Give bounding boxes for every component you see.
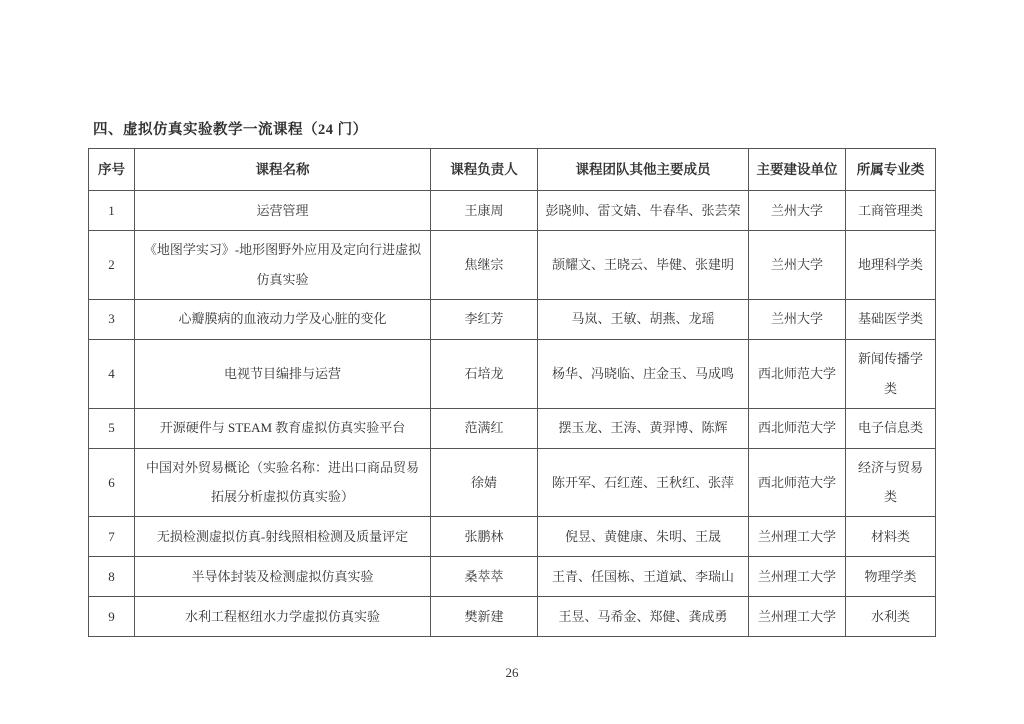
- column-header: 课程名称: [135, 149, 431, 191]
- table-row: [89, 557, 936, 597]
- table-row: [89, 339, 936, 408]
- table-cell: 马岚、王敏、胡燕、龙瑶: [538, 299, 749, 339]
- table-cell: 彭晓帅、雷文婧、牛春华、张芸荣: [538, 191, 749, 231]
- table-cell: 李红芳: [431, 299, 538, 339]
- table-cell: 兰州理工大学: [749, 557, 846, 597]
- table-cell: 兰州理工大学: [749, 517, 846, 557]
- table-cell: 徐婧: [431, 448, 538, 517]
- table-cell: 兰州理工大学: [749, 597, 846, 637]
- table-cell: 焦继宗: [431, 231, 538, 300]
- table-cell: 工商管理类: [846, 191, 936, 231]
- table-cell: 材料类: [846, 517, 936, 557]
- table-cell: 张鹏林: [431, 517, 538, 557]
- table-cell: 1: [89, 191, 135, 231]
- table-cell: 运营管理: [135, 191, 431, 231]
- table-cell: 兰州大学: [749, 231, 846, 300]
- table-cell: 经济与贸易类: [846, 448, 936, 517]
- table-row: [89, 191, 936, 231]
- column-header: 所属专业类: [846, 149, 936, 191]
- column-header: 序号: [89, 149, 135, 191]
- table-cell: 电子信息类: [846, 408, 936, 448]
- section-title: 四、虚拟仿真实验教学一流课程（24 门）: [93, 122, 368, 138]
- table-header-row: [89, 149, 936, 191]
- table-cell: 电视节目编排与运营: [135, 339, 431, 408]
- table-cell: 杨华、冯晓临、庄金玉、马成鸣: [538, 339, 749, 408]
- table-row: [89, 448, 936, 517]
- table-cell: 4: [89, 339, 135, 408]
- table-cell: 王昱、马希金、郑健、龚成勇: [538, 597, 749, 637]
- table-cell: 地理科学类: [846, 231, 936, 300]
- table-cell: 陈开军、石红莲、王秋红、张萍: [538, 448, 749, 517]
- table-cell: 樊新建: [431, 597, 538, 637]
- table-cell: 6: [89, 448, 135, 517]
- page-number: 26: [505, 665, 519, 680]
- table-cell: 西北师范大学: [749, 408, 846, 448]
- table-cell: 无损检测虚拟仿真-射线照相检测及质量评定: [135, 517, 431, 557]
- table-cell: 摆玉龙、王涛、黄羿博、陈辉: [538, 408, 749, 448]
- table-cell: 兰州大学: [749, 299, 846, 339]
- table-cell: 西北师范大学: [749, 339, 846, 408]
- column-header: 课程团队其他主要成员: [538, 149, 749, 191]
- table-cell: 2: [89, 231, 135, 300]
- table-cell: 王青、任国栋、王道斌、李瑞山: [538, 557, 749, 597]
- table-cell: 物理学类: [846, 557, 936, 597]
- table-cell: 颉耀文、王晓云、毕健、张建明: [538, 231, 749, 300]
- table-cell: 基础医学类: [846, 299, 936, 339]
- table-cell: 兰州大学: [749, 191, 846, 231]
- table-cell: 王康周: [431, 191, 538, 231]
- table-cell: 8: [89, 557, 135, 597]
- column-header: 课程负责人: [431, 149, 538, 191]
- table-row: [89, 517, 936, 557]
- table-cell: 7: [89, 517, 135, 557]
- table-row: [89, 299, 936, 339]
- table-cell: 3: [89, 299, 135, 339]
- table-row: [89, 231, 936, 300]
- table-cell: 桑萃萃: [431, 557, 538, 597]
- table-cell: 5: [89, 408, 135, 448]
- table-cell: 9: [89, 597, 135, 637]
- column-header: 主要建设单位: [749, 149, 846, 191]
- table-cell: 开源硬件与 STEAM 教育虚拟仿真实验平台: [135, 408, 431, 448]
- table-row: [89, 597, 936, 637]
- table-cell: 半导体封装及检测虚拟仿真实验: [135, 557, 431, 597]
- table-cell: 心瓣膜病的血液动力学及心脏的变化: [135, 299, 431, 339]
- course-table: [88, 148, 936, 637]
- table-cell: 范满红: [431, 408, 538, 448]
- table-cell: 新闻传播学类: [846, 339, 936, 408]
- table-cell: 石培龙: [431, 339, 538, 408]
- table-row: [89, 408, 936, 448]
- table-cell: 《地图学实习》-地形图野外应用及定向行进虚拟仿真实验: [135, 231, 431, 300]
- table-cell: 倪昱、黄健康、朱明、王晟: [538, 517, 749, 557]
- table-cell: 水利工程枢纽水力学虚拟仿真实验: [135, 597, 431, 637]
- table-body: [89, 191, 936, 637]
- table-cell: 中国对外贸易概论（实验名称：进出口商品贸易拓展分析虚拟仿真实验）: [135, 448, 431, 517]
- table-cell: 水利类: [846, 597, 936, 637]
- table-cell: 西北师范大学: [749, 448, 846, 517]
